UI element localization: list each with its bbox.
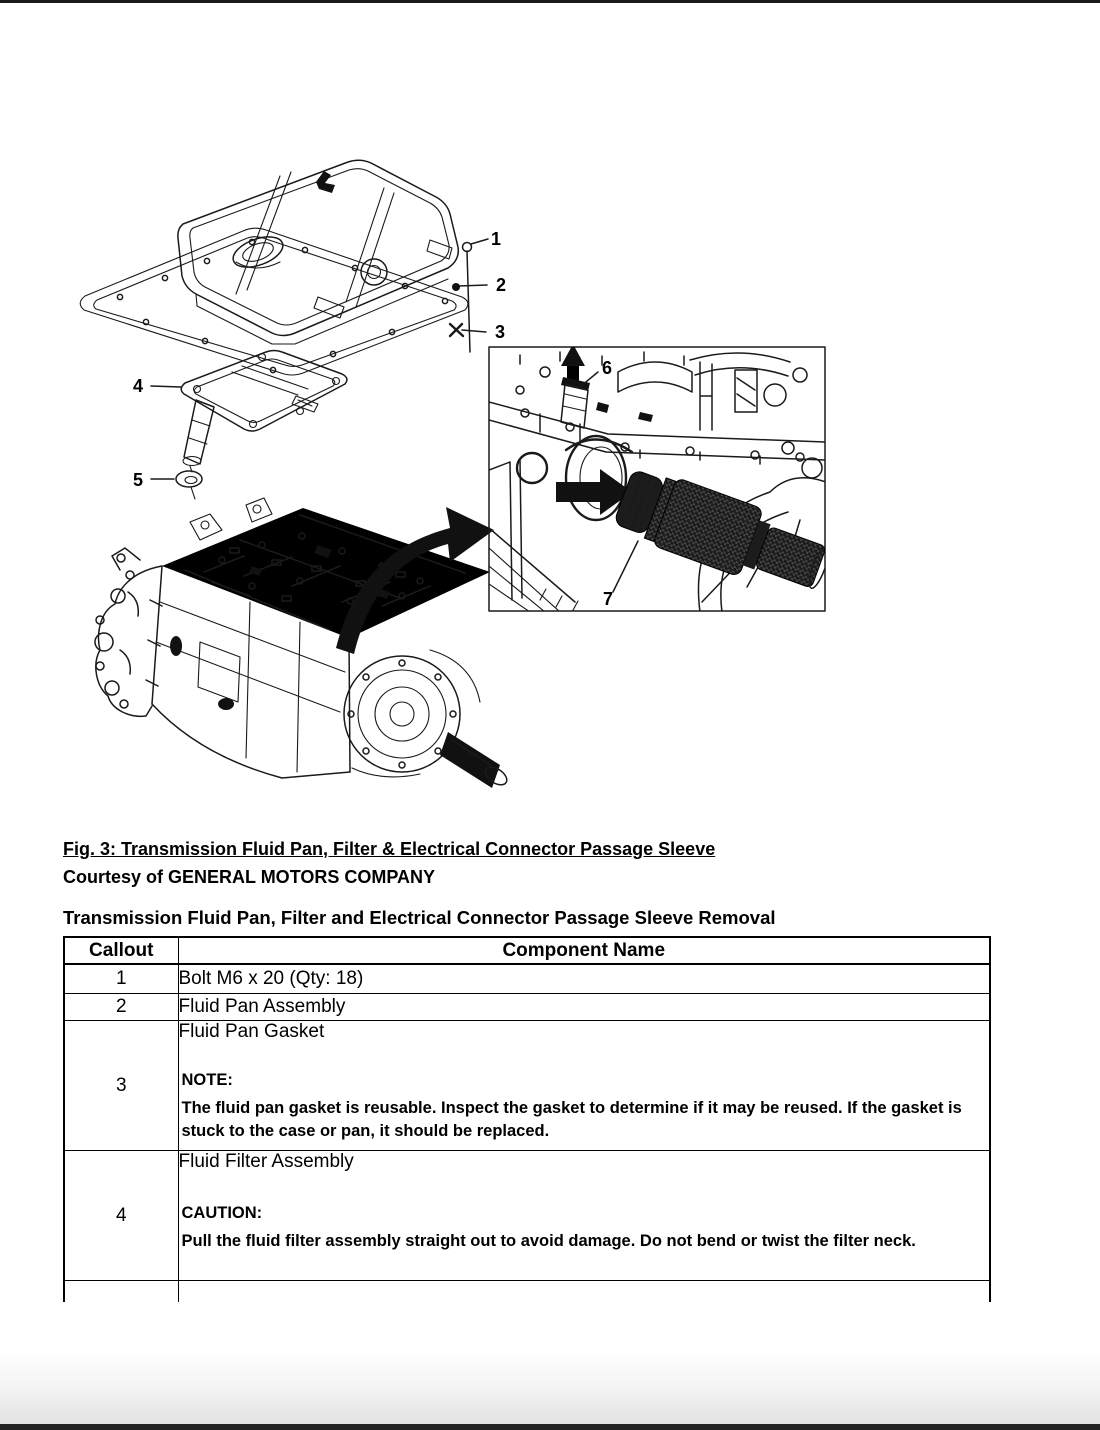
header-callout: Callout [64,937,178,964]
fluid-pan-gasket-drawing [80,228,468,375]
callout-4-label: 4 [132,376,144,396]
component-cell [178,1151,990,1281]
figure-caption [63,835,715,891]
note-text: The fluid pan gasket is reusable. Inspect the gasket to determine if it may be reused. If the gasket is stuck to the case or pan, it should be replaced. [181,1099,962,1140]
callout-1-label: 1 [490,229,502,249]
callout-2-label: 2 [495,275,507,295]
caution-block [179,1204,990,1259]
component-name: Fluid Filter Assembly [178,1151,354,1172]
component-cell: Fluid Pan Assembly [178,994,990,1021]
note-label: NOTE: [181,1071,233,1089]
table-row [64,1151,990,1281]
header-component-name: Component Name [178,937,990,964]
callout-cell: 2 [64,994,178,1021]
fluid-filter-drawing [133,351,347,500]
table-header-row [64,937,990,964]
callout-table [63,936,991,1302]
table-row [64,964,990,994]
caution-label: CAUTION: [181,1204,263,1222]
caution-text: Pull the fluid filter assembly straight out to avoid damage. Do not bend or twist the filter neck. [181,1232,916,1250]
callout-cell: 1 [64,964,178,994]
note-block [179,1071,990,1149]
figure-caption-courtesy: Courtesy of GENERAL MOTORS COMPANY [63,867,436,887]
callout-cell [64,1281,178,1303]
callout-cell: 4 [64,1151,178,1281]
component-cell [178,1281,990,1303]
callout-7-label: 7 [602,589,614,609]
fluid-pan-drawing [178,160,458,344]
table-title: Transmission Fluid Pan, Filter and Electrical Connector Passage Sleeve Removal [63,907,776,928]
table-row-partial [64,1281,990,1303]
table-row [64,994,990,1021]
callout-cell: 3 [64,1021,178,1151]
component-name: Fluid Pan Gasket [178,1021,325,1042]
component-cell: Bolt M6 x 20 (Qty: 18) [178,964,990,994]
table-row [64,1021,990,1151]
component-cell [178,1021,990,1151]
page-bottom-fade [0,1348,1100,1424]
callout-3-label: 3 [494,322,506,342]
figure-caption-title: Fig. 3: Transmission Fluid Pan, Filter & Electrical Connector Passage Sleeve [63,839,716,859]
callout-6-label: 6 [601,358,613,378]
callout-5-label: 5 [132,470,144,490]
window-bottom-edge [0,1424,1100,1430]
inset-detail-box [489,344,837,612]
